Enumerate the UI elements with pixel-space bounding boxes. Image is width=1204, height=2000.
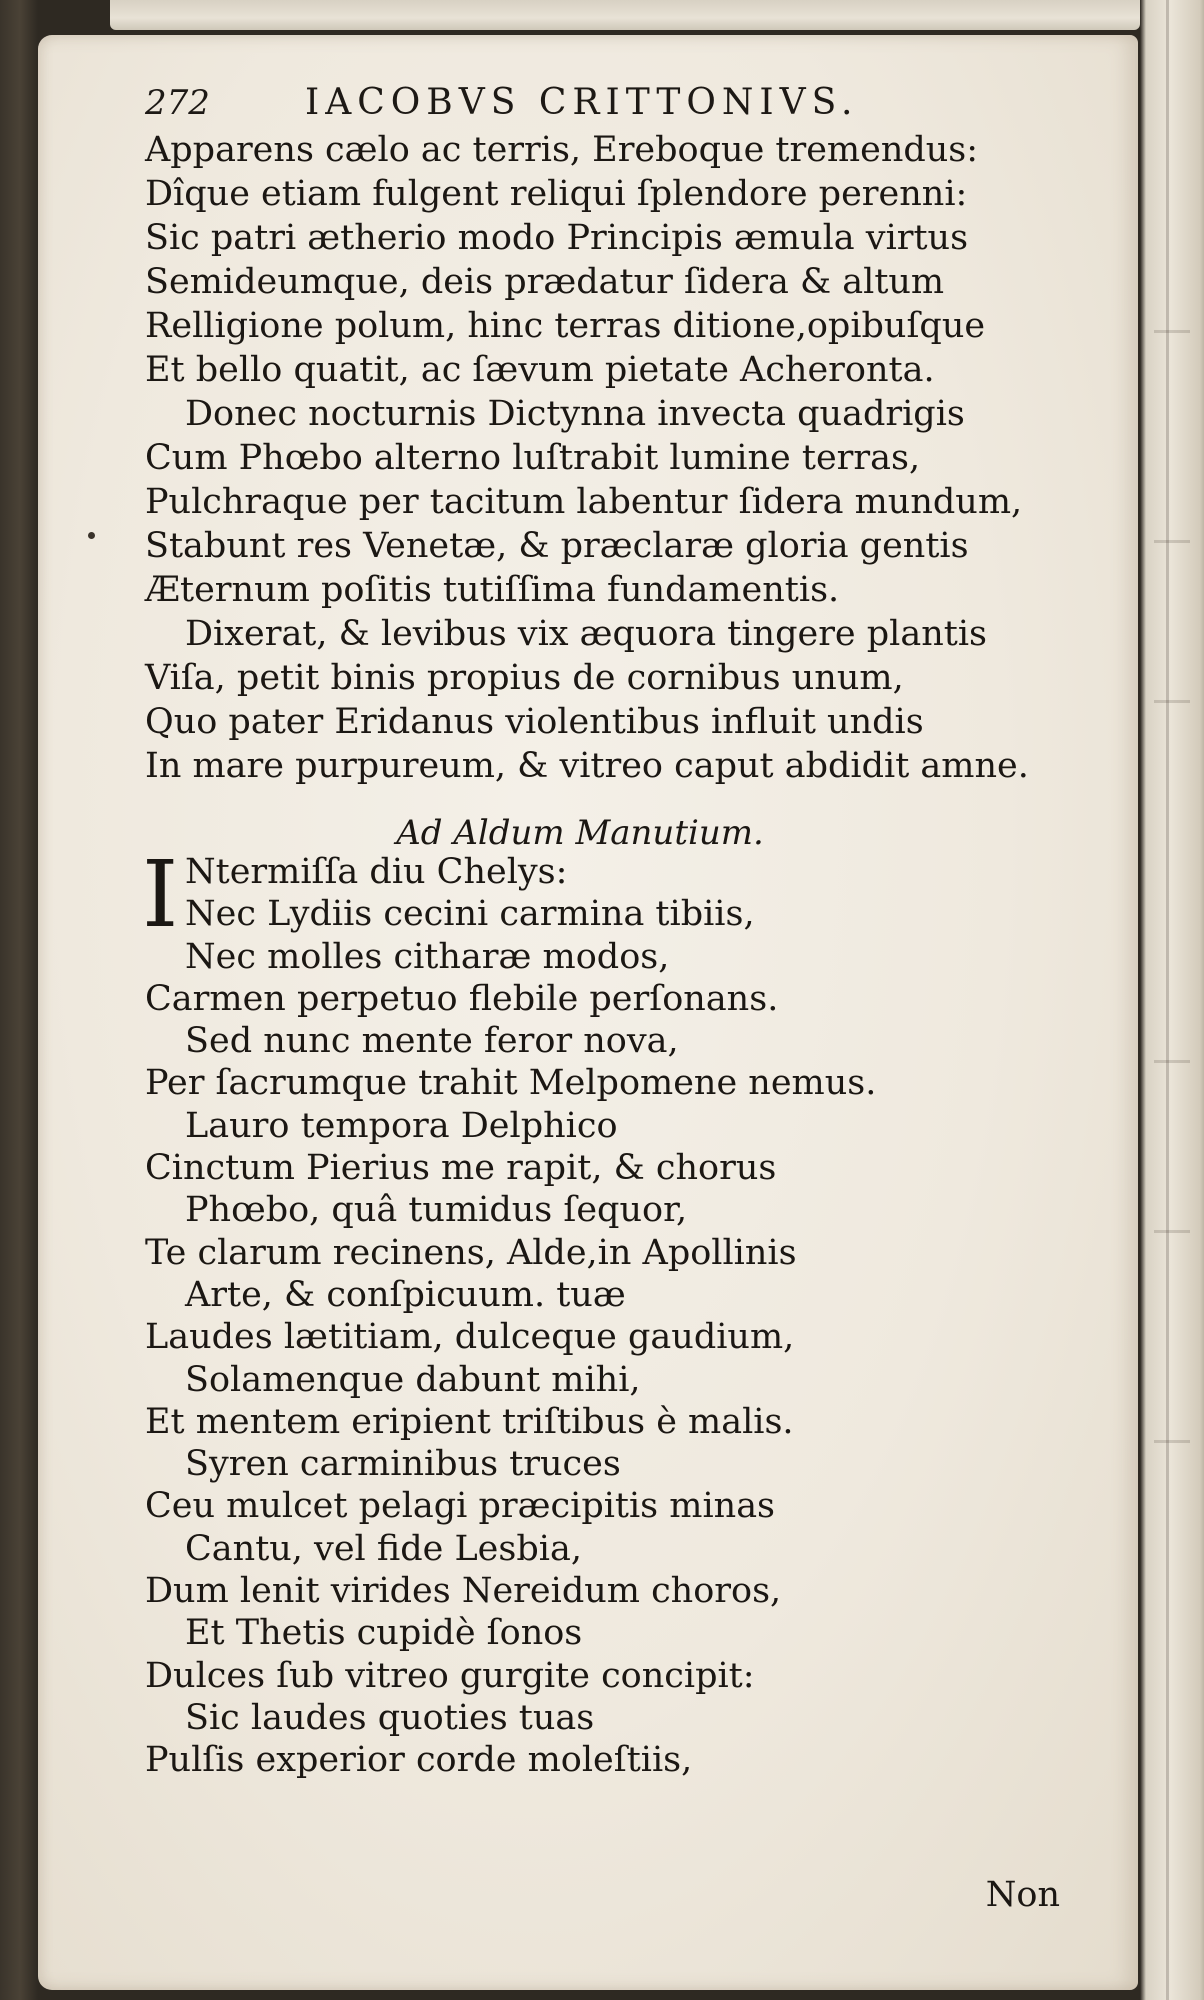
verse-line: Cinctum Pierius me rapit, & chorus (145, 1148, 777, 1189)
verse-block-continued (145, 128, 1105, 788)
verse-line: Quo pater Eridanus violentibus influit undis (145, 702, 924, 742)
verse-line: Syren carminibus truces (185, 1444, 621, 1485)
drop-cap: I (142, 841, 179, 948)
poem-title: Ad Aldum Manutium. (396, 813, 764, 853)
verse-line: Apparens cælo ac terris, Ereboque tremendus: (145, 130, 979, 170)
verse-line: Cum Phœbo alterno luſtrabit lumine terras, (145, 438, 921, 478)
book-top-edge (110, 0, 1140, 30)
verse-line: Cantu, vel fide Lesbia, (185, 1528, 582, 1569)
verse-line: Sed nunc mente feror nova, (185, 1021, 679, 1062)
verse-line: Dum lenit virides Nereidum choros, (145, 1571, 782, 1612)
verse-line: Sic patri ætherio modo Principis æmula virtus (145, 218, 969, 258)
verse-line: Solamenque dabunt mihi, (185, 1359, 641, 1400)
verse-line: Ceu mulcet pelagi præcipitis minas (145, 1486, 776, 1527)
verse-line: Viſa, petit binis propius de cornibus unum, (145, 658, 904, 698)
verse-line: Semideumque, deis prædatur ſidera & altum (145, 262, 945, 302)
verse-line: Et bello quatit, ac ſævum pietate Acheronta. (145, 350, 935, 390)
verse-line: Stabunt res Venetæ, & præclaræ gloria gentis (145, 526, 969, 566)
verse-block-ode (145, 851, 1105, 1782)
margin-mark (88, 532, 95, 539)
running-title: IACOBVS CRITTONIVS. (305, 82, 859, 123)
verse-line: Carmen perpetuo flebile perſonans. (145, 978, 779, 1019)
catchword: Non (985, 1875, 1060, 1915)
verse-line: Pulſis experior corde moleſtiis, (145, 1740, 693, 1781)
page-number: 272 (145, 83, 210, 123)
verse-line: Relligione polum, hinc terras ditione,opibuſque (145, 306, 986, 346)
verse-line: Phœbo, quâ tumidus ſequor, (185, 1190, 688, 1231)
facing-page-edge (1140, 0, 1204, 2000)
verse-line: Lauro tempora Delphico (185, 1105, 618, 1146)
verse-line: Ntermiſſa diu Chelys: (185, 852, 568, 892)
verse-line: Et Thetis cupidè ſonos (185, 1613, 583, 1654)
running-head (145, 78, 1005, 128)
verse-line: Dixerat, & levibus vix æquora tingere plantis (185, 614, 987, 654)
verse-line: Nec Lydiis cecini carmina tibiis, (185, 894, 755, 935)
verse-line: Nec molles citharæ modos, (185, 936, 670, 977)
verse-line: Per ſacrumque trahit Melpomene nemus. (145, 1063, 877, 1104)
verse-line: In mare purpureum, & vitreo caput abdidit amne. (145, 746, 1029, 786)
verse-line: Laudes lætitiam, dulceque gaudium, (145, 1317, 795, 1358)
verse-line: Pulchraque per tacitum labentur ſidera mundum, (145, 482, 1023, 522)
verse-line: Æternum poſitis tutiſſima fundamentis. (145, 570, 840, 610)
verse-line: Et mentem eripient triſtibus è malis. (145, 1401, 794, 1442)
verse-line: Te clarum recinens, Alde,in Apollinis (145, 1232, 797, 1273)
verse-line: Dîque etiam fulgent reliqui ſplendore perenni: (145, 174, 968, 214)
verse-line: Dulces ſub vitreo gurgite concipit: (145, 1655, 755, 1696)
verse-line: Arte, & conſpicuum. tuæ (185, 1274, 626, 1315)
verse-line: Sic laudes quoties tuas (185, 1697, 595, 1738)
verse-line: Donec nocturnis Dictynna invecta quadrigis (185, 394, 965, 434)
